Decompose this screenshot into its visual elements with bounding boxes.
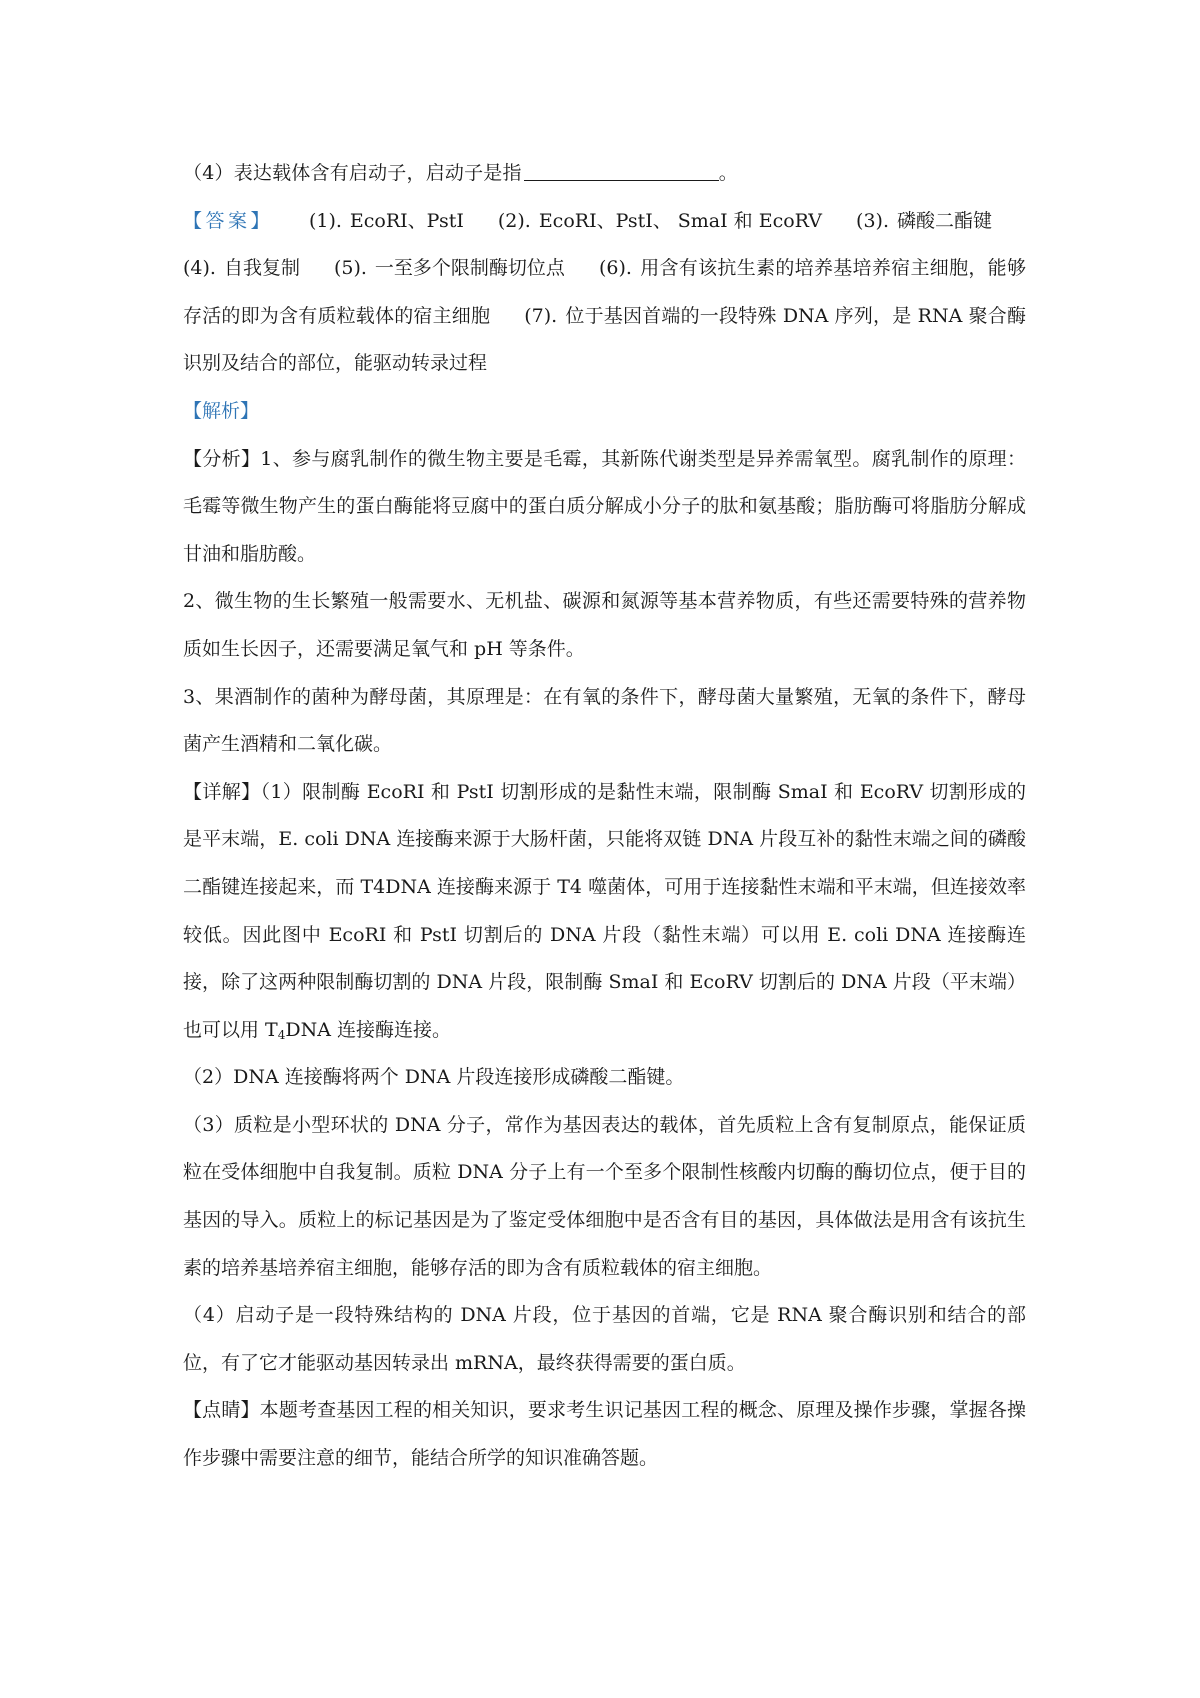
question-4-end: 。 <box>718 162 738 184</box>
page-content <box>183 150 1026 1483</box>
answer-item-4-num: (4). <box>183 257 216 280</box>
xiangjie-paragraph-2: （2）DNA 连接酶将两个 DNA 片段连接形成磷酸二酯键。 <box>183 1066 685 1089</box>
answer-blank <box>524 160 719 181</box>
answer-item-6-text: 用含有该抗生素的培养基培养宿主细胞，能够存活的即为含有质粒载体的宿主细胞 <box>183 257 1026 327</box>
xiangjie-paragraph-3: （3）质粒是小型环状的 DNA 分子，常作为基因表达的载体，首先质粒上含有复制原点，能保证质粒在受体细胞中自我复制。质粒 DNA 分子上有一个至多个限制性核酸内切酶的酶切位点，便于目的基因的导入。质粒上的标记基因是为了鉴定受体细胞中是否含有目的基因，具体做法是用含有该抗生素的培养基培养宿主细胞，能够存活的即为含有质粒载体的宿主细胞。 <box>183 1113 1026 1279</box>
answer-label: 【答案】 <box>183 209 273 232</box>
answer-item-2: (2). EcoRI、PstI、 SmaI 和 EcoRV <box>497 209 823 232</box>
dianjing-label: 【点睛】 <box>183 1399 260 1422</box>
dianjing-paragraph: 【点睛】本题考查基因工程的相关知识，要求考生识记基因工程的概念、原理及操作步骤，掌握各操作步骤中需要注意的细节，能结合所学的知识准确答题。 <box>183 1399 1026 1470</box>
answer-item-6-num: (6). <box>598 257 632 280</box>
answer-item-4-text: 自我复制 <box>223 257 300 280</box>
answer-item-7-text: 位于基因首端的一段特殊 DNA 序列，是 RNA 聚合酶识别及结合的部位，能驱动转录过程 <box>183 304 1026 375</box>
question-4 <box>183 150 1026 198</box>
xiangjie-label: 【详解】 <box>183 780 261 803</box>
answer-item-1: (1). EcoRI、PstI <box>308 209 464 232</box>
answer-item-5: (5). 一至多个限制酶切位点 <box>333 257 565 280</box>
answer-item-7-num: (7). <box>524 304 558 327</box>
fenxi-paragraph-1: 【分析】1、参与腐乳制作的微生物主要是毛霉，其新陈代谢类型是异养需氧型。腐乳制作的原理：毛霉等微生物产生的蛋白酶能将豆腐中的蛋白质分解成小分子的肽和氨基酸；脂肪酶可将脂肪分解成甘油和脂肪酸。 <box>183 447 1026 565</box>
fenxi-paragraph-3: 3、果酒制作的菌种为酵母菌，其原理是：在有氧的条件下，酵母菌大量繁殖，无氧的条件下，酵母菌产生酒精和二氧化碳。 <box>183 685 1026 756</box>
xiangjie-paragraph-4: （4）启动子是一段特殊结构的 DNA 片段，位于基因的首端，它是 RNA 聚合酶识别和结合的部位，有了它才能驱动基因转录出 mRNA，最终获得需要的蛋白质。 <box>183 1304 1026 1374</box>
fenxi-label: 【分析】 <box>183 447 261 470</box>
fenxi-paragraph-2: 2、微生物的生长繁殖一般需要水、无机盐、碳源和氮源等基本营养物质，有些还需要特殊的营养物质如生长因子，还需要满足氧气和 pH 等条件。 <box>183 590 1026 660</box>
xiangjie-paragraph-1: 【详解】（1）限制酶 EcoRI 和 PstI 切割形成的是黏性末端，限制酶 SmaI 和 EcoRV 切割形成的是平末端，E. coli DNA 连接酶来源于大肠杆菌，只能将双链 DNA 片段互补的黏性末端之间的磷酸二酯键连接起来，而 T4DNA 连接酶来源于 T4 噬菌体，可用于连接黏性末端和平末端，但连接效率较低。因此图中 EcoRI 和 PstI 切割后的 DNA 片段（黏性末端）可以用 E. coli DNA 连接酶连接，除了这两种限制酶切割的 DNA 片段，限制酶 SmaI 和 EcoRV 切割后的 DNA 片段（平末端）也可以用 $T_4DNA$ 连接酶连接。 <box>183 780 1026 1042</box>
analysis-label: 【解析】 <box>183 399 260 422</box>
question-4-text: （4）表达载体含有启动子，启动子是指 <box>183 162 522 184</box>
answer-block <box>183 198 1026 388</box>
answer-item-3: (3). 磷酸二酯键 <box>856 209 992 232</box>
